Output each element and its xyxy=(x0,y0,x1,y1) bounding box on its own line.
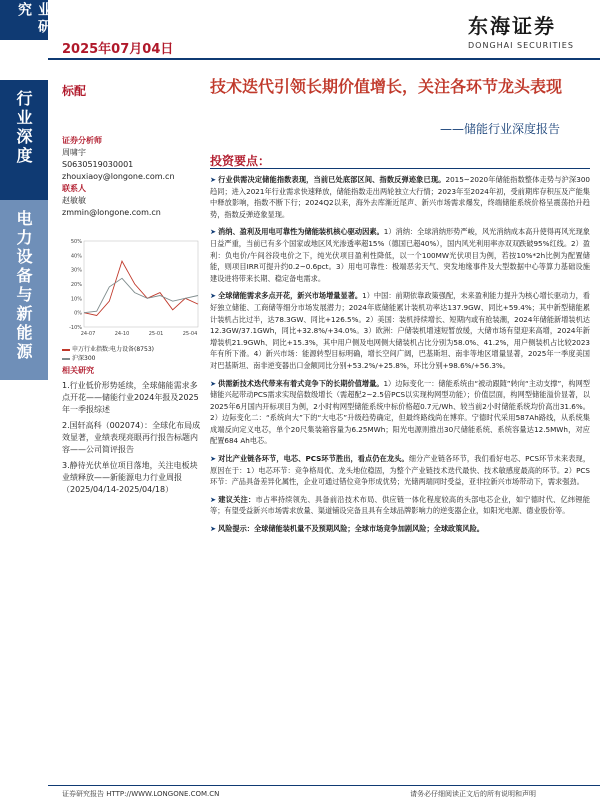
x-tick-label: 25-04 xyxy=(182,331,198,337)
company-logo xyxy=(468,10,588,50)
key-points xyxy=(210,174,590,541)
y-tick-label: 30% xyxy=(70,267,82,274)
key-point-lead: 风险提示：全球储能装机量不及预期风险；全球市场竞争加剧风险；全球政策风险。 xyxy=(218,524,484,534)
series-line-1 xyxy=(84,278,198,312)
legend-label-1: 沪深300 xyxy=(72,355,96,362)
band-sector xyxy=(0,200,48,380)
sector-label: 电力设备与新能源 xyxy=(14,210,33,362)
legend-item-1 xyxy=(62,354,202,363)
key-point-body: 1）边际变化一：储能系统由“被动跟随”转向“主动支撑”，构网型储能兴起带动PCS需求实现倍数级增长（需超配2~2.5倍PCS以实现构网型功能）；价值层面，构网型储能溢价显著，以2025年6月国内开标项目为例，2小时构网型储能系统中标价格超0.7元/Wh、较当前2小时储能系统均价高出31.6%。2）边际变化二：“系统向大”下的“大电芯”升级趋势确定，但最终路线尚在博弈。宁德时代采用587Ah路线，从系统集成端反向定义电芯，单个20尺集装箱容量为6.25MWh；阳光电源则推出30尺储能系统、系统容量达12.5MWh，对应配置684 Ah电芯。 xyxy=(210,378,590,446)
contact-name: 赵敏敏 xyxy=(62,196,86,205)
contact-email[interactable]: zmmin@longone.com.cn xyxy=(62,208,161,217)
y-tick-label: 40% xyxy=(70,253,82,260)
logo-cn: 东海证券 xyxy=(468,14,556,38)
left-band xyxy=(0,0,52,800)
key-point-lead: 对比产业链各环节，电芯、PCS环节胜出，看点仍在龙头。 xyxy=(218,454,409,464)
analyst-code: S0630519030001 xyxy=(62,160,134,169)
analyst-email[interactable]: zhouxiaoy@longone.com.cn xyxy=(62,172,175,181)
logo-en: DONGHAI SECURITIES xyxy=(468,41,574,50)
key-point-body: 1）消纳：全球消纳形势严峻，风光消纳成本高升使得再风光现象日益严重，当前已有多个国家或地区风光渗透率超15%（德国已超40%），国内风光利用率亦双双跌破95%红线。2）盈利：负电价/午间谷段电价之下，纯光伏项目盈利性降低，以一个100MW光伏项目为例，若按10%*2h比例为配置储能，则项目IRR可提升约0.2~0.6pct。3）用电可靠性：极端恶劣天气、突发地缘事件及大型数据中心等算力基础设施建设进将带来长期、稳定备电需求。 xyxy=(210,227,590,283)
legend-label-0: 申万行业指数:电力设备(8753) xyxy=(72,346,154,353)
bullet-icon: ➤ xyxy=(210,524,217,534)
key-point xyxy=(210,523,590,535)
report-date: 2025年07月04日 xyxy=(62,42,174,57)
bullet-icon: ➤ xyxy=(210,494,217,504)
y-tick-label: 20% xyxy=(70,282,82,288)
key-point-lead: 建议关注： xyxy=(218,494,256,504)
key-point xyxy=(210,494,590,517)
key-point xyxy=(210,174,590,220)
related-label: 相关研究 xyxy=(62,366,94,375)
chart-frame xyxy=(84,241,198,327)
bullet-icon: ➤ xyxy=(210,454,217,464)
y-tick-label: 0% xyxy=(74,310,82,317)
key-point xyxy=(210,378,590,448)
related-item[interactable]: 3.静待光伏单位项目落地，关注电板块业绩释放——新能源电力行业周报（2025/04/14-2025/04/18） xyxy=(62,461,198,494)
report-title: 技术迭代引领长期价值增长，关注各环节龙头表现 xyxy=(210,77,563,96)
bullet-icon: ➤ xyxy=(210,291,217,301)
bullet-icon: ➤ xyxy=(210,378,217,388)
related-research xyxy=(62,365,202,496)
analyst-label: 证券分析师 xyxy=(62,136,102,145)
top-divider xyxy=(48,58,600,60)
related-item[interactable]: 1.行业低价形势延续，全球储能需求多点开花——储能行业2024年报及2025年一季报综述 xyxy=(62,381,199,414)
key-point-lead: 全球储能需求多点开花，新兴市场增量显著。 xyxy=(218,291,363,301)
y-tick-label: 50% xyxy=(70,239,82,245)
footer-divider xyxy=(48,785,600,786)
rating: 标配 xyxy=(62,84,87,98)
x-tick-label: 24-10 xyxy=(114,331,130,337)
report-type-label: 行业深度 xyxy=(14,90,33,166)
band-report-type xyxy=(0,80,48,200)
chart-legend xyxy=(62,345,202,363)
analyst-block xyxy=(62,135,202,219)
related-item[interactable]: 2.国轩高科（002074）：全球化布局成效显著，业绩表现亮眼再行报告标题内容——公司简评报告 xyxy=(62,421,201,454)
legend-item-0 xyxy=(62,345,202,354)
bullet-icon: ➤ xyxy=(210,175,217,184)
key-points-heading: 投资要点： xyxy=(210,154,271,168)
footer-website[interactable]: 证券研究报告 HTTP://WWW.LONGONE.COM.CN xyxy=(62,790,220,798)
key-point-body: 细分产业链各环节，我们看好电芯、PCS环节未来表现，原因在于：1）电芯环节：竞争格局优、龙头地位稳固，为整个产业链技术迭代最快、技术敏感度最高的环节。2）PCS环节：产品具备差异化属性，企业可通过错位竞争形成优势；光储两端同时受益，亚非拉新兴市场带动下，需求强劲。 xyxy=(210,454,591,487)
key-point-body: 2015~2020年储能指数整体走势与沪深300趋同；进入2021年行业需求快速释放，储能指数走出两轮独立大行情；2023年至2024年初，受前期库存积压及产能集中释放影响，指数不断下行；2024Q2以来，海外去库渐近尾声、新兴市场需求爆发，终端储能系统价格呈震荡抬升趋势，指数反弹迹象显现。 xyxy=(210,175,590,219)
band-top-label: 业研究 xyxy=(16,2,52,36)
y-tick-label: 10% xyxy=(70,296,82,303)
price-chart xyxy=(62,235,202,345)
band-top xyxy=(0,0,52,40)
x-tick-label: 25-01 xyxy=(148,331,164,337)
contact-label: 联系人 xyxy=(62,184,86,193)
series-line-0 xyxy=(84,261,198,315)
key-point-body: 1）中国：前期依靠政策强配，未来盈利能力提升为核心增长驱动力，看好独立储能、工商储等细分市场发展潜力；2024年底储能累计装机功率达137.9GW、同比+59.4%；其中新型储能累计装机占比过半，达78.3GW、同比+126.5%。2）美国：装机持续增长、短期内或有抢装潮，2024年储能新增装机达12.3GW/37.1GWh，同比+32.8%/+34.0%。3）欧洲：户储装机增速短暂放缓，大储市场有望迎来高增，2024年新增装机21.9GWh、同比+15.3%，其中用户侧及电网侧大储装机占比分别为58.0%、41.2%，用户侧装机占比较2023年有所下滑。4）新兴市场：能源转型目标明确，增长空间广阔，巴基斯坦、南非等地区增量显著，2025年一季度美国对巴基斯坦、南非逆变器出口金额同比分别+53.2%/+25.8%，环比分别+98.6%/+56.3%。 xyxy=(210,291,590,370)
footer-disclaimer: 请务必仔细阅读正文后的所有说明和声明 xyxy=(410,790,536,798)
key-point-body: 市占率持续领先、具备前沿技术布局、供应链一体化程度较高的头部电芯企业，如宁德时代、亿纬锂能等；有望受益新兴市场需求放量、渠道铺设完备且具有全球品牌影响力的逆变器企业，如阳光电源、德业股份等。 xyxy=(210,494,590,516)
key-point xyxy=(210,226,590,284)
x-tick-label: 24-07 xyxy=(80,331,96,337)
analyst-name: 周啸宇 xyxy=(62,148,86,157)
y-tick-label: -10% xyxy=(69,325,82,331)
key-point xyxy=(210,290,590,371)
key-point-lead: 消纳、盈利及用电可靠性为储能装机核心驱动因素。 xyxy=(218,227,384,237)
key-points-divider xyxy=(210,168,590,169)
bullet-icon: ➤ xyxy=(210,227,217,237)
report-subtitle: ——储能行业深度报告 xyxy=(440,122,561,136)
key-point-lead: 供需新技术迭代带来有着式竞争下的长期价值增量。 xyxy=(218,378,384,388)
key-point-lead: 行业供需决定储能指数表现，当前已处底部区间、指数反弹迹象已现。 xyxy=(218,175,446,184)
key-point xyxy=(210,453,590,488)
